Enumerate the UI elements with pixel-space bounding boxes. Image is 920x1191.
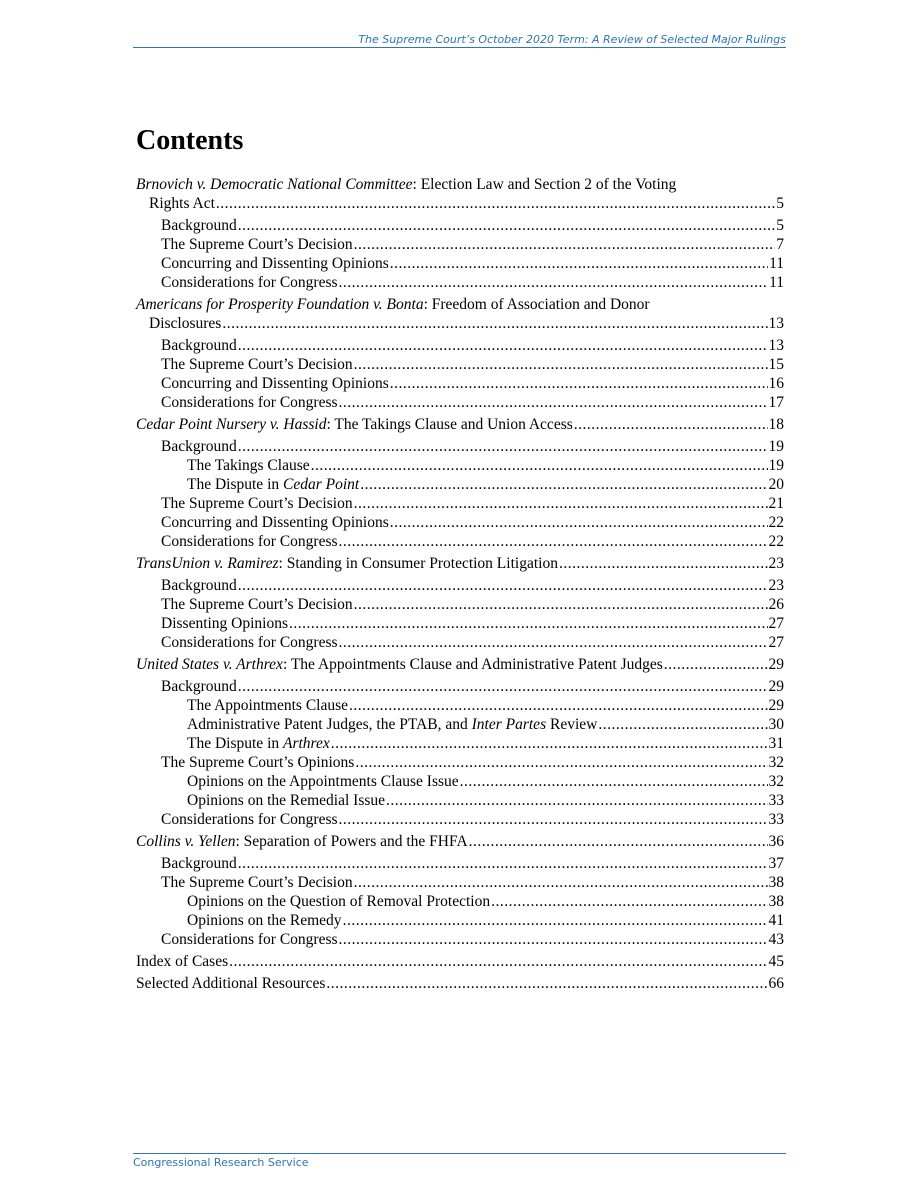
page-number: 13 [768, 315, 784, 332]
page-footer [133, 1153, 786, 1169]
toc-entry[interactable] [136, 355, 784, 374]
page-number: 36 [768, 833, 784, 850]
toc-label: Administrative Patent Judges, the PTAB, and [187, 716, 472, 733]
page-number: 5 [776, 195, 784, 212]
toc-label: Opinions on the Appointments Clause Issue [187, 773, 459, 790]
toc-entry[interactable] [136, 873, 784, 892]
toc-label: The Supreme Court’s Decision [161, 596, 353, 613]
page-number: 41 [768, 912, 784, 929]
toc-entry[interactable] [136, 374, 784, 393]
toc-entry[interactable] [136, 475, 784, 494]
page-number: 11 [769, 274, 784, 291]
case-topic: : The Takings Clause and Union Access [326, 416, 573, 433]
toc-case-afpf[interactable] [136, 292, 784, 333]
case-topic: : Election Law and Section 2 of the Voting [412, 176, 677, 193]
toc-case-cedar-point[interactable] [136, 412, 784, 434]
page-number: 30 [768, 716, 784, 733]
toc-entry[interactable] [136, 576, 784, 595]
case-name: Collins v. Yellen [136, 833, 236, 850]
toc-entry[interactable] [136, 753, 784, 772]
case-topic: : Freedom of Association and Donor [423, 296, 650, 313]
toc-label: Opinions on the Remedy [187, 912, 342, 929]
toc-case-arthrex[interactable] [136, 652, 784, 674]
toc-label: The Dispute in [187, 476, 283, 493]
toc-label: Background [161, 438, 237, 455]
toc-label: Considerations for Congress [161, 533, 338, 550]
footer-org: Congressional Research Service [133, 1156, 309, 1169]
page-number: 13 [768, 337, 784, 354]
toc-entry[interactable] [136, 911, 784, 930]
toc-entry[interactable] [136, 437, 784, 456]
toc-label: The Supreme Court’s Opinions [161, 754, 355, 771]
page-number: 5 [776, 217, 784, 234]
page-number: 11 [769, 255, 784, 272]
running-title: The Supreme Court’s October 2020 Term: A Review of Selected Major Rulings [358, 33, 786, 46]
page-number: 23 [768, 577, 784, 594]
toc-label-italic: Arthrex [283, 735, 330, 752]
case-name: TransUnion v. Ramirez [136, 555, 279, 572]
case-name: Americans for Prosperity Foundation v. Bonta [136, 296, 424, 313]
page-number: 43 [768, 931, 784, 948]
toc-entry[interactable] [136, 892, 784, 911]
page-number: 21 [768, 495, 784, 512]
page-number: 45 [768, 953, 784, 970]
toc-entry[interactable] [136, 273, 784, 292]
page-number: 38 [768, 893, 784, 910]
toc-entry[interactable] [136, 633, 784, 652]
case-topic: : Standing in Consumer Protection Litigation [278, 555, 558, 572]
toc-case-collins[interactable] [136, 829, 784, 851]
toc-label: The Appointments Clause [187, 697, 349, 714]
toc-label: Considerations for Congress [161, 274, 338, 291]
toc-label-italic: Cedar Point [283, 476, 360, 493]
page-number: 19 [768, 438, 784, 455]
case-topic: : Separation of Powers and the FHFA [235, 833, 468, 850]
toc-entry[interactable] [136, 696, 784, 715]
page-number: 15 [768, 356, 784, 373]
page-number: 29 [768, 678, 784, 695]
toc-entry[interactable] [136, 235, 784, 254]
case-name: Cedar Point Nursery v. Hassid [136, 416, 327, 433]
toc-entry[interactable] [136, 595, 784, 614]
toc-label: The Dispute in [187, 735, 283, 752]
toc-label: Considerations for Congress [161, 394, 338, 411]
page-number: 16 [768, 375, 784, 392]
page-number: 29 [768, 656, 784, 673]
toc-label: Background [161, 577, 237, 594]
page-number: 38 [768, 874, 784, 891]
page-number: 7 [776, 236, 784, 253]
toc-label: Selected Additional Resources [136, 975, 326, 992]
toc-label: Background [161, 337, 237, 354]
page-number: 32 [768, 773, 784, 790]
toc-entry[interactable] [136, 715, 784, 734]
toc-entry[interactable] [136, 336, 784, 355]
toc-entry[interactable] [136, 810, 784, 829]
page-number: 27 [768, 634, 784, 651]
toc-label: Background [161, 217, 237, 234]
toc-label: The Supreme Court’s Decision [161, 236, 353, 253]
toc-entry[interactable] [136, 393, 784, 412]
page-number: 27 [768, 615, 784, 632]
case-name: Brnovich v. Democratic National Committee [136, 176, 413, 193]
toc-label-post: Review [546, 716, 598, 733]
toc-entry[interactable] [136, 772, 784, 791]
toc-label: The Supreme Court’s Decision [161, 874, 353, 891]
page-number: 33 [768, 811, 784, 828]
page-number: 32 [768, 754, 784, 771]
toc-label: Concurring and Dissenting Opinions [161, 375, 389, 392]
toc-label: Background [161, 678, 237, 695]
case-topic-cont: Disclosures [149, 315, 222, 332]
running-header [133, 33, 786, 48]
toc-label: Considerations for Congress [161, 634, 338, 651]
page-number: 37 [768, 855, 784, 872]
toc-label: Dissenting Opinions [161, 615, 289, 632]
page-number: 18 [768, 416, 784, 433]
toc-label: The Takings Clause [187, 457, 310, 474]
toc-label: Considerations for Congress [161, 931, 338, 948]
toc-entry[interactable] [136, 513, 784, 532]
page-number: 31 [768, 735, 784, 752]
case-name: United States v. Arthrex [136, 656, 283, 673]
toc-additional-resources[interactable] [136, 971, 784, 993]
page-number: 17 [768, 394, 784, 411]
page-title: Contents [136, 125, 244, 156]
toc-entry[interactable] [136, 456, 784, 475]
toc-entry[interactable] [136, 216, 784, 235]
toc-entry[interactable] [136, 254, 784, 273]
page-number: 29 [768, 697, 784, 714]
toc-entry[interactable] [136, 854, 784, 873]
page-number: 19 [768, 457, 784, 474]
toc-entry[interactable] [136, 734, 784, 753]
page-number: 33 [768, 792, 784, 809]
toc-case-transunion[interactable] [136, 551, 784, 573]
toc-label-italic: Inter Partes [471, 716, 547, 733]
toc-label: The Supreme Court’s Decision [161, 356, 353, 373]
case-topic-cont: Rights Act [149, 195, 215, 212]
toc-case-brnovich[interactable] [136, 172, 784, 213]
toc-entry[interactable] [136, 614, 784, 633]
page-number: 22 [768, 533, 784, 550]
toc-label: The Supreme Court’s Decision [161, 495, 353, 512]
toc-entry[interactable] [136, 494, 784, 513]
toc-label: Index of Cases [136, 953, 229, 970]
toc-label: Considerations for Congress [161, 811, 338, 828]
page-number: 22 [768, 514, 784, 531]
toc-entry[interactable] [136, 930, 784, 949]
toc-entry[interactable] [136, 677, 784, 696]
table-of-contents [136, 172, 784, 993]
toc-label: Opinions on the Question of Removal Protection [187, 893, 491, 910]
toc-label: Concurring and Dissenting Opinions [161, 514, 389, 531]
case-topic: : The Appointments Clause and Administrative Patent Judges [282, 656, 663, 673]
page-number: 20 [768, 476, 784, 493]
toc-entry[interactable] [136, 532, 784, 551]
toc-label: Background [161, 855, 237, 872]
toc-label: Opinions on the Remedial Issue [187, 792, 386, 809]
page-number: 26 [768, 596, 784, 613]
page-number: 23 [768, 555, 784, 572]
page-number: 66 [768, 975, 784, 992]
toc-index-of-cases[interactable] [136, 949, 784, 971]
toc-label: Concurring and Dissenting Opinions [161, 255, 389, 272]
toc-entry[interactable] [136, 791, 784, 810]
